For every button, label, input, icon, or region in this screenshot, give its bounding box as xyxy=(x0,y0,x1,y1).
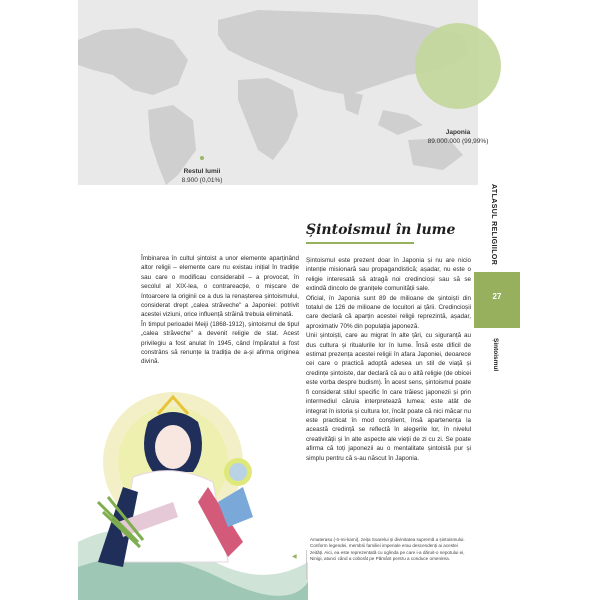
japan-label xyxy=(423,128,493,146)
right-paragraph: Șintoismul este prezent doar în Japonia și nu are nicio intenție misionară sau propagandistică; așadar, nu este o religie interesată să atragă noi credincioși sau să se extindă dincolo de granițele comunității sale. xyxy=(306,257,471,293)
left-paragraph: În timpul perioadei Meiji (1868-1912), șintoismul de tipul „calea străveche" a devenit religie de stat. Acest privilegiu a fost anulat în 1945, când împăratul a fost constrâns să renunțe la tradiția de a-și afirma originea divină. xyxy=(141,320,299,366)
right-paragraph: Unii șintoiști, care au migrat în alte țări, cu siguranță au dus cultura și ritualurile lor în lume. Însă este dificil de estimat prezența acestei religii în afara Japoniei, deoarece cei care o practică adoptă adesea un stil de viață și credințe șintoiste, dar declară că au o altă religie (de obicei este vorba despre budism). În acest sens, șintoismul poate fi considerat stilul specific în care trăiesc japonezii și prin intermediul căruia interpretează lumea: este atât de integrat în istoria și cultura lor, încât poate că nici măcar nu este practicat în mod conștient, însă apartenența la această credință se reflectă în alegerile lor, în nivelul creativității și în alte aspecte ale vieții de zi cu zi. Se poate afirma că toți japonezii au o mentalitate șintoistă pur și simplu pentru că s-au născut în Japonia. xyxy=(306,332,471,462)
rest-name: Restul lumii xyxy=(183,168,221,175)
rest-of-world-dot xyxy=(200,156,204,160)
section-title: Șintoismul xyxy=(492,338,499,372)
japan-circle-marker xyxy=(415,23,501,109)
heading-underline xyxy=(306,242,414,244)
caption-divider xyxy=(306,550,307,580)
rest-label xyxy=(167,167,237,185)
illustration-caption: Amaterasu (-ō-mi-kami), zeița Soarelui și divinitatea supremă a șintoismului. Conform legendei, membrii familiei imperiale erau descendenți ai acestei zeități. Aici, ea este reprezentată cu oglinda pe care i-a dăruit-o nepotului ei, Ninigi, atunci când a coborât pe Pământ pentru a conduce omenirea. xyxy=(310,537,465,562)
amaterasu-illustration xyxy=(78,392,308,600)
right-paragraph: Oficial, în Japonia sunt 89 de milioane de șintoiști din totalul de 126 de milioane de locuitori ai țării. Credincioșii care declară că aparțin acestei religii reprezintă, așadar, aproximativ 70% din populația japoneză. xyxy=(306,294,471,330)
caption-pointer-icon: ◀ xyxy=(292,554,297,560)
rest-value: 8.900 (0,01%) xyxy=(181,177,223,184)
book-title: ATLASUL RELIGIILOR xyxy=(490,184,497,266)
world-map xyxy=(78,0,478,185)
japan-name: Japonia xyxy=(445,129,471,136)
left-paragraph: Îmbinarea în cultul șintoist a unor elemente aparținând altor religii – elemente care nu existau inițial în tradiție sau care o modificau considerabil – a provocat, în secolul al XIX-lea, o contrareacție, o mișcare de întoarcere la originii ce a dus la renașterea șintoismului, considerat drept „calea străveche" a Japoniei: potrivit acestei viziuni, orice influență străină trebuia eliminată. xyxy=(141,255,299,319)
right-column xyxy=(306,256,471,463)
page-number: 27 xyxy=(492,292,502,301)
japan-value: 89.000.000 (99,99%) xyxy=(427,138,489,145)
section-heading: Șintoismul în lume xyxy=(306,222,456,238)
world-map-land xyxy=(78,0,478,185)
left-column xyxy=(141,254,299,367)
